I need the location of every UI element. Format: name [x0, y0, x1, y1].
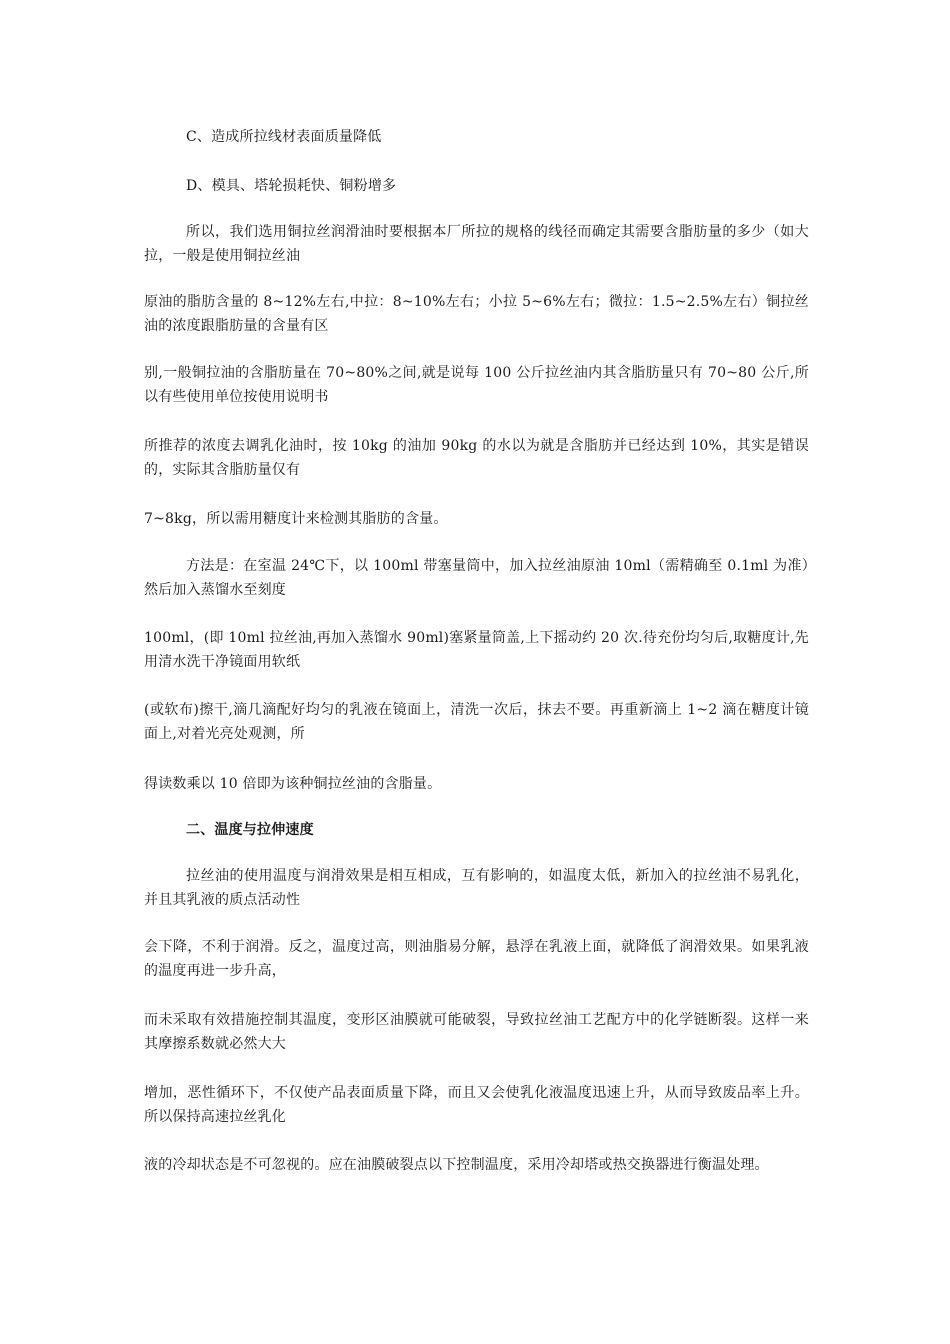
- section-heading-temperature: 二、温度与拉伸速度: [186, 822, 314, 838]
- paragraph-temperature-intro: 拉丝油的使用温度与润滑效果是相互相成，互有影响的，如温度太低，新加入的拉丝油不易乳化，并且其乳液的质点活动性: [144, 868, 809, 908]
- paragraph-method-reading: (或软布)擦干,滴几滴配好均匀的乳液在镜面上，清洗一次后，抹去不要。再重新滴上 1~2 滴在糖度计镜面上,对着光亮处观测，所: [144, 702, 809, 742]
- paragraph-fat-range: 别,一般铜拉油的含脂肪量在 70~80%之间,就是说每 100 公斤拉丝油内其含脂肪量只有 70~80 公斤,所以有些使用单位按使用说明书: [144, 365, 809, 405]
- paragraph-oil-film: 而未采取有效措施控制其温度，变形区油膜就可能破裂，导致拉丝油工艺配方中的化学链断裂。这样一来其摩擦系数就必然大大: [144, 1012, 809, 1052]
- paragraph-temperature-high: 会下降，不利于润滑。反之，温度过高，则油脂易分解，悬浮在乳液上面，就降低了润滑效果。如果乳液的温度再进一步升高，: [144, 939, 809, 979]
- paragraph-item-d: D、模具、塔轮损耗快、铜粉增多: [186, 178, 397, 194]
- paragraph-cooling: 液的冷却状态是不可忽视的。应在油膜破裂点以下控制温度，采用冷却塔或热交换器进行衡温处理。: [144, 1157, 769, 1173]
- paragraph-vicious-cycle: 增加，恶性循环下，不仅使产品表面质量下降，而且又会使乳化液温度迅速上升，从而导致废品率上升。所以保持高速拉丝乳化: [144, 1085, 809, 1125]
- paragraph-method: 方法是：在室温 24℃下，以 100ml 带塞量筒中，加入拉丝油原油 10ml（需精确至 0.1ml 为准）然后加入蒸馏水至刻度: [144, 558, 809, 598]
- paragraph-method-result: 得读数乘以 10 倍即为该种铜拉丝油的含脂量。: [144, 776, 442, 792]
- paragraph-item-c: C、造成所拉线材表面质量降低: [186, 129, 382, 145]
- paragraph-refractometer: 7~8kg，所以需用糖度计来检测其脂肪的含量。: [144, 511, 448, 527]
- paragraph-fat-selection: 所以，我们选用铜拉丝润滑油时要根据本厂所拉的规格的线径而确定其需要含脂肪量的多少（如大拉，一般是使用铜拉丝油: [144, 224, 809, 264]
- paragraph-concentration: 所推荐的浓度去调乳化油时，按 10kg 的油加 90kg 的水以为就是含脂肪并已经达到 10%，其实是错误的，实际其含脂肪量仅有: [144, 438, 809, 478]
- paragraph-method-mixing: 100ml，(即 10ml 拉丝油,再加入蒸馏水 90ml)塞紧量筒盖,上下摇动约 20 次.待充份均匀后,取糖度计,先用清水洗干净镜面用软纸: [144, 630, 809, 670]
- paragraph-fat-content: 原油的脂肪含量的 8~12%左右,中拉：8~10%左右；小拉 5~6%左右；微拉：1.5~2.5%左右）铜拉丝油的浓度跟脂肪量的含量有区: [144, 294, 809, 334]
